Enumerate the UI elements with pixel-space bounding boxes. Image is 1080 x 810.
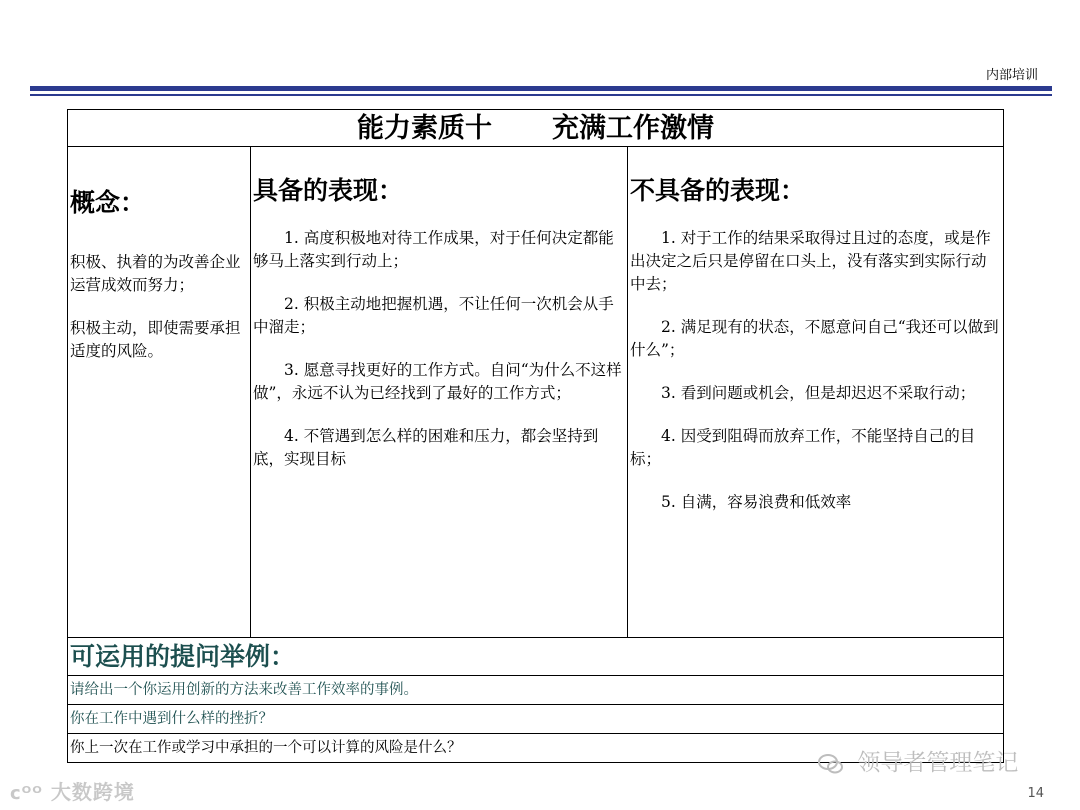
negative-item: 5. 自满，容易浪费和低效率: [661, 493, 852, 511]
watermark-left-logo-icon: ᴄᴼᴼ: [10, 783, 43, 804]
positive-column: [251, 147, 628, 637]
concept-column: [68, 147, 251, 637]
negative-item: 4. 因受到阻碍而放弃工作，不能坚持自己的目标；: [630, 427, 976, 468]
question-row: 你上一次在工作或学习中承担的一个可以计算的风险是什么？: [70, 740, 462, 756]
header-label: 内部培训: [985, 68, 1038, 83]
watermark-left: [10, 776, 135, 805]
positive-item: 2. 积极主动地把握机遇，不让任何一次机会从手中溜走；: [253, 295, 614, 336]
positive-item: 3. 愿意寻找更好的工作方式。自问“为什么不这样做”，永远不认为已经找到了最好的工作方式；: [253, 361, 622, 402]
question-row: 你在工作中遇到什么样的挫折？: [68, 705, 1003, 734]
title-right: 充满工作激情: [552, 113, 714, 144]
question-row: 请给出一个你运用创新的方法来改善工作效率的事例。: [68, 676, 1003, 705]
watermark-right-text: 领导者管理笔记: [857, 750, 1019, 776]
page-number: 14: [1027, 786, 1044, 801]
concept-heading: 概念：: [70, 188, 146, 217]
watermark-right: [818, 744, 1018, 777]
table-title: [68, 110, 1003, 147]
positive-item: 4. 不管遇到怎么样的困难和压力，都会坚持到底，实现目标: [253, 427, 599, 468]
negative-item: 3. 看到问题或机会，但是却迟迟不采取行动；: [661, 384, 976, 402]
negative-heading: 不具备的表现：: [630, 176, 806, 205]
watermark-left-text: 大数跨境: [50, 780, 135, 804]
competency-table: [67, 109, 1004, 763]
negative-item: 2. 满足现有的状态，不愿意问自己“我还可以做到什么”；: [630, 318, 999, 359]
positive-heading: 具备的表现：: [253, 176, 404, 205]
negative-item: 1. 对于工作的结果采取得过且过的态度，或是作出决定之后只是停留在口头上，没有落实到实际行动中去；: [630, 229, 991, 293]
header-rule-thick: [30, 86, 1052, 91]
wechat-icon: [818, 754, 844, 774]
concept-paragraph: 积极主动，即使需要承担适度的风险。: [70, 319, 241, 360]
concept-paragraph: 积极、执着的为改善企业运营成效而努力；: [70, 253, 241, 294]
positive-item: 1. 高度积极地对待工作成果，对于任何决定都能够马上落实到行动上；: [253, 229, 614, 270]
header-rule-thin: [30, 94, 1052, 96]
questions-heading: 可运用的提问举例：: [68, 638, 1003, 676]
negative-column: [628, 147, 1003, 637]
title-left: 能力素质十: [357, 113, 492, 144]
